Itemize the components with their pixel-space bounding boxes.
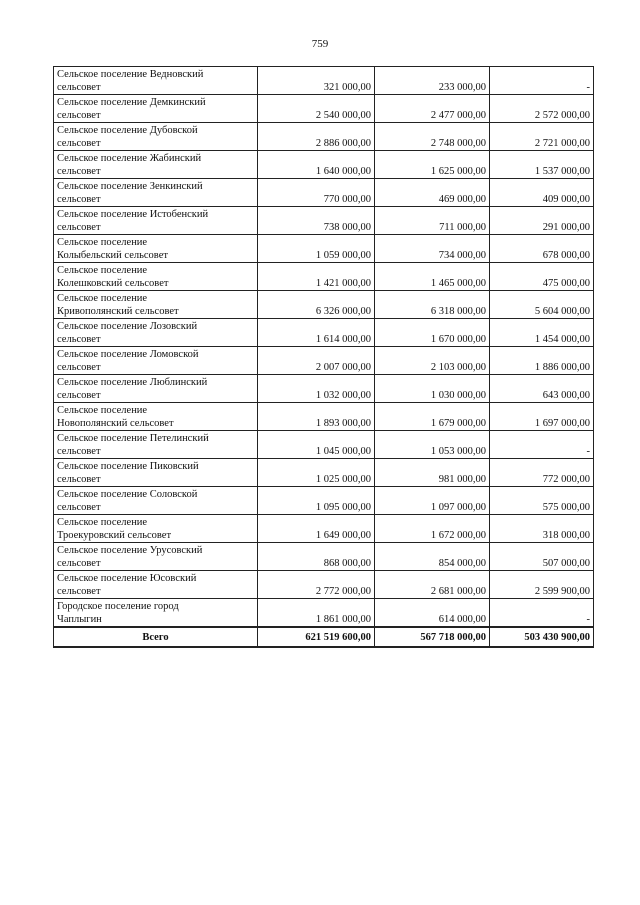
settlement-name [54, 291, 258, 319]
settlement-name-line: Сельское поселение [57, 237, 148, 248]
table-row [54, 403, 594, 431]
amount-1: 1 861 000,00 [258, 599, 375, 628]
amount-2: 6 318 000,00 [375, 291, 490, 319]
settlement-name [54, 375, 258, 403]
amount-2: 1 053 000,00 [375, 431, 490, 459]
table-row [54, 207, 594, 235]
settlement-name-line: сельсовет [57, 446, 101, 457]
amount-1: 1 649 000,00 [258, 515, 375, 543]
settlement-name-line: сельсовет [57, 138, 101, 149]
settlement-name-line: сельсовет [57, 558, 101, 569]
settlement-name-line: сельсовет [57, 194, 101, 205]
amount-1: 1 095 000,00 [258, 487, 375, 515]
amount-2: 1 030 000,00 [375, 375, 490, 403]
amount-3: 1 886 000,00 [490, 347, 594, 375]
table-row [54, 95, 594, 123]
amount-3: 2 572 000,00 [490, 95, 594, 123]
amount-2: 1 672 000,00 [375, 515, 490, 543]
settlement-name [54, 543, 258, 571]
amount-2: 469 000,00 [375, 179, 490, 207]
settlement-name-line: Чаплыгин [57, 614, 102, 625]
amount-1: 6 326 000,00 [258, 291, 375, 319]
settlement-name [54, 403, 258, 431]
settlement-name-line: сельсовет [57, 362, 101, 373]
table-row [54, 347, 594, 375]
settlement-name [54, 431, 258, 459]
table-row [54, 291, 594, 319]
settlement-name-line: Сельское поселение [57, 517, 148, 528]
settlement-name-line: Сельское поселение Ломовской [57, 349, 199, 360]
table-row [54, 263, 594, 291]
settlement-name-line: Сельское поселение Пиковский [57, 461, 199, 472]
table-row [54, 543, 594, 571]
settlement-name-line: Колыбельский сельсовет [57, 250, 168, 261]
settlement-name-line: сельсовет [57, 110, 101, 121]
amount-3: 318 000,00 [490, 515, 594, 543]
total-value-3: 503 430 900,00 [490, 627, 594, 647]
amount-3: 2 721 000,00 [490, 123, 594, 151]
settlement-name [54, 207, 258, 235]
amount-3: 1 454 000,00 [490, 319, 594, 347]
amount-3: 643 000,00 [490, 375, 594, 403]
total-value-2: 567 718 000,00 [375, 627, 490, 647]
settlement-name [54, 179, 258, 207]
amount-1: 738 000,00 [258, 207, 375, 235]
settlement-name-line: сельсовет [57, 82, 101, 93]
settlement-name-line: Городское поселение город [57, 601, 179, 612]
amount-1: 770 000,00 [258, 179, 375, 207]
settlement-name-line: Сельское поселение Истобенский [57, 209, 209, 220]
total-label: Всего [54, 627, 258, 647]
settlement-name-line: сельсовет [57, 586, 101, 597]
settlement-name-line: Сельское поселение Лозовский [57, 321, 198, 332]
settlement-name-line: Сельское поселение Демкинский [57, 97, 206, 108]
amount-2: 233 000,00 [375, 67, 490, 95]
settlement-name [54, 95, 258, 123]
amount-1: 2 007 000,00 [258, 347, 375, 375]
settlement-name [54, 67, 258, 95]
amount-3: 409 000,00 [490, 179, 594, 207]
table-row [54, 431, 594, 459]
total-value-1: 621 519 600,00 [258, 627, 375, 647]
table-row [54, 67, 594, 95]
settlement-name [54, 571, 258, 599]
amount-3: 575 000,00 [490, 487, 594, 515]
budget-table [53, 66, 594, 648]
amount-2: 981 000,00 [375, 459, 490, 487]
settlement-name [54, 319, 258, 347]
table-row [54, 235, 594, 263]
amount-1: 1 059 000,00 [258, 235, 375, 263]
settlement-name-line: Троекуровский сельсовет [57, 530, 172, 541]
amount-1: 2 886 000,00 [258, 123, 375, 151]
amount-2: 1 670 000,00 [375, 319, 490, 347]
settlement-name-line: Сельское поселение Петелинский [57, 433, 209, 444]
amount-1: 2 540 000,00 [258, 95, 375, 123]
settlement-name-line: Сельское поселение Жабинский [57, 153, 202, 164]
amount-2: 1 097 000,00 [375, 487, 490, 515]
amount-2: 614 000,00 [375, 599, 490, 628]
amount-2: 711 000,00 [375, 207, 490, 235]
amount-1: 1 614 000,00 [258, 319, 375, 347]
settlement-name [54, 263, 258, 291]
amount-1: 1 421 000,00 [258, 263, 375, 291]
amount-1: 1 045 000,00 [258, 431, 375, 459]
settlement-name [54, 515, 258, 543]
settlement-name-line: Сельское поселение [57, 265, 148, 276]
amount-3: 291 000,00 [490, 207, 594, 235]
settlement-name-line: сельсовет [57, 502, 101, 513]
page-number: 759 [311, 38, 329, 50]
amount-1: 868 000,00 [258, 543, 375, 571]
settlement-name [54, 599, 258, 628]
amount-3: 1 537 000,00 [490, 151, 594, 179]
settlement-name-line: Сельское поселение Урусовский [57, 545, 203, 556]
amount-2: 1 465 000,00 [375, 263, 490, 291]
settlement-name-line: Сельское поселение [57, 405, 148, 416]
settlement-name-line: Сельское поселение Дубовской [57, 125, 198, 136]
amount-3: 507 000,00 [490, 543, 594, 571]
amount-2: 2 477 000,00 [375, 95, 490, 123]
settlement-name-line: Сельское поселение Люблинский [57, 377, 208, 388]
settlement-name-line: Сельское поселение Юсовский [57, 573, 197, 584]
table-row [54, 179, 594, 207]
table-row [54, 375, 594, 403]
settlement-name [54, 235, 258, 263]
settlement-name-line: Сельское поселение [57, 293, 148, 304]
settlement-name-line: сельсовет [57, 166, 101, 177]
settlement-name-line: Новополянский сельсовет [57, 418, 174, 429]
settlement-name [54, 123, 258, 151]
settlement-name [54, 487, 258, 515]
table-row [54, 487, 594, 515]
table-row [54, 123, 594, 151]
table-body [54, 67, 594, 628]
settlement-name-line: Колешковский сельсовет [57, 278, 169, 289]
amount-1: 1 025 000,00 [258, 459, 375, 487]
amount-2: 1 679 000,00 [375, 403, 490, 431]
settlement-name-line: сельсовет [57, 390, 101, 401]
amount-1: 1 032 000,00 [258, 375, 375, 403]
table-row [54, 319, 594, 347]
total-row [54, 627, 594, 647]
settlement-name [54, 459, 258, 487]
amount-1: 1 640 000,00 [258, 151, 375, 179]
amount-3: - [490, 599, 594, 628]
table-row [54, 571, 594, 599]
amount-3: 475 000,00 [490, 263, 594, 291]
amount-2: 2 748 000,00 [375, 123, 490, 151]
settlement-name-line: Сельское поселение Ведновский [57, 69, 204, 80]
amount-2: 854 000,00 [375, 543, 490, 571]
amount-3: - [490, 431, 594, 459]
settlement-name-line: сельсовет [57, 222, 101, 233]
amount-1: 1 893 000,00 [258, 403, 375, 431]
amount-3: - [490, 67, 594, 95]
table-row [54, 599, 594, 628]
amount-2: 734 000,00 [375, 235, 490, 263]
amount-2: 2 681 000,00 [375, 571, 490, 599]
amount-3: 5 604 000,00 [490, 291, 594, 319]
settlement-name-line: Сельское поселение Зенкинский [57, 181, 203, 192]
settlement-name-line: Сельское поселение Соловской [57, 489, 198, 500]
settlement-name [54, 151, 258, 179]
settlement-name-line: сельсовет [57, 334, 101, 345]
amount-1: 321 000,00 [258, 67, 375, 95]
amount-3: 1 697 000,00 [490, 403, 594, 431]
table-row [54, 515, 594, 543]
amount-3: 772 000,00 [490, 459, 594, 487]
amount-3: 2 599 900,00 [490, 571, 594, 599]
table-row [54, 459, 594, 487]
amount-2: 1 625 000,00 [375, 151, 490, 179]
settlement-name-line: Кривополянский сельсовет [57, 306, 179, 317]
amount-1: 2 772 000,00 [258, 571, 375, 599]
amount-2: 2 103 000,00 [375, 347, 490, 375]
amount-3: 678 000,00 [490, 235, 594, 263]
settlement-name-line: сельсовет [57, 474, 101, 485]
settlement-name [54, 347, 258, 375]
table-row [54, 151, 594, 179]
